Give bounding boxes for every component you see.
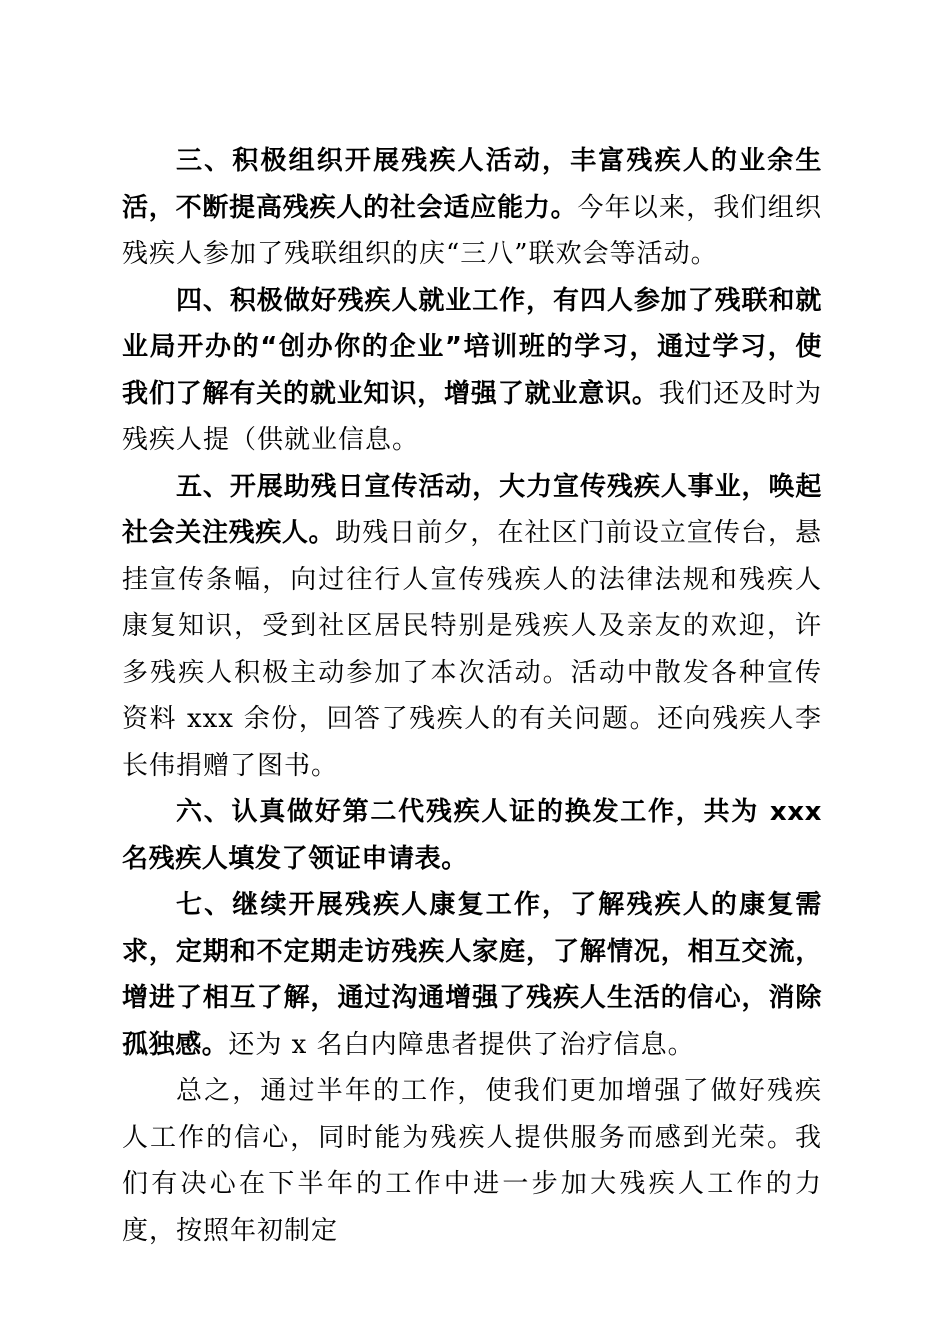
paragraph-summary — [122, 1068, 822, 1254]
paragraph-lead: 四、积极做好残疾人就业工作，有四人参加了残联和就业局开办的“创办你的企业”培训班的学习，通过学习，使我们了解有关的就业知识，增强了就业意识。 — [122, 285, 822, 409]
paragraph-body: 我们还及时为残疾人提（供就业信息。 — [122, 378, 822, 455]
paragraph-activities — [122, 138, 822, 278]
paragraph-body: 总之，通过半年的工作，使我们更加增强了做好残疾人工作的信心，同时能为残疾人提供服务而感到光荣。我们有决心在下半年的工作中进一步加大残疾人工作的力度，按照年初制定 — [122, 1076, 822, 1246]
paragraph-lead: 五、开展助残日宣传活动，大力宣传残疾人事业，唤起社会关注残疾人。 — [122, 471, 822, 548]
paragraph-body: 还为 x 名白内障患者提供了治疗信息。 — [228, 1029, 695, 1060]
paragraph-rehabilitation — [122, 882, 822, 1068]
paragraph-publicity — [122, 464, 822, 790]
paragraph-lead: 七、继续开展残疾人康复工作，了解残疾人的康复需求，定期和不定期走访残疾人家庭，了解情况，相互交流，增进了相互了解，通过沟通增强了残疾人生活的信心，消除孤独感。 — [122, 890, 822, 1060]
paragraph-employment — [122, 278, 822, 464]
paragraph-lead: 六、认真做好第二代残疾人证的换发工作，共为 xxx 名残疾人填发了领证申请表。 — [122, 797, 822, 874]
paragraph-body: 今年以来，我们组织残疾人参加了残联组织的庆“三八”联欢会等活动。 — [122, 192, 822, 269]
paragraph-lead: 三、积极组织开展残疾人活动，丰富残疾人的业余生活，不断提高残疾人的社会适应能力。 — [122, 146, 822, 223]
paragraph-certificates — [122, 789, 822, 882]
document-body — [122, 138, 822, 1254]
paragraph-body: 助残日前夕，在社区门前设立宣传台，悬挂宣传条幅，向过往行人宣传残疾人的法律法规和残疾人康复知识，受到社区居民特别是残疾人及亲友的欢迎，许多残疾人积极主动参加了本次活动。活动中散发各种宣传资料 xxx 余份，回答了残疾人的有关问题。还向残疾人李长伟捐赠了图书。 — [122, 518, 822, 781]
